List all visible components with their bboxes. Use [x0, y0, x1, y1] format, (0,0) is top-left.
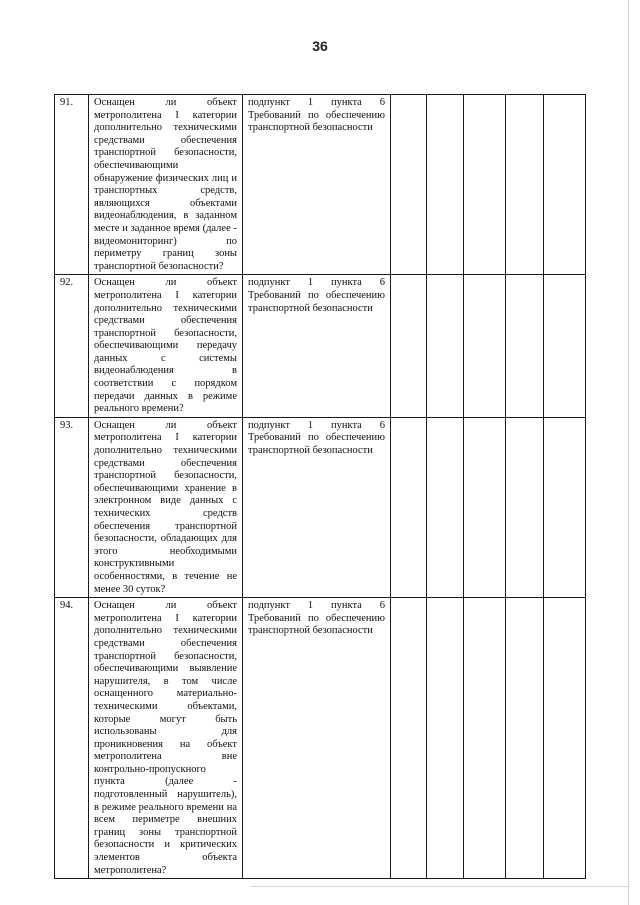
answer-cell-not-applicable[interactable] — [464, 598, 506, 879]
answer-cell-not-applicable[interactable] — [464, 417, 506, 597]
answer-cell-extra[interactable] — [506, 95, 544, 275]
answer-cell-no[interactable] — [427, 417, 464, 597]
question-text: Оснащен ли объект метрополитена I категории дополнительно техническими средствами обеспечения транспортной безопасности, обеспечивающими передачу данных с системы видеонаблюдения в соответствии с порядком передачи данных в режиме реального времени? — [89, 275, 243, 418]
row-number: 92. — [55, 275, 89, 418]
answer-cell-yes[interactable] — [391, 275, 427, 418]
notes-cell[interactable] — [544, 275, 586, 418]
answer-cell-yes[interactable] — [391, 95, 427, 275]
table-row — [55, 275, 586, 418]
row-number: 94. — [55, 598, 89, 879]
legal-reference: подпункт 1 пункта 6 Требований по обеспечению транспортной безопасности — [243, 417, 391, 597]
answer-cell-yes[interactable] — [391, 417, 427, 597]
question-text: Оснащен ли объект метрополитена I категории дополнительно техническими средствами обеспечения транспортной безопасности, обеспечивающими обнаружение физических лиц и транспортных средств, являющихся объектами видеонаблюдения, в заданном месте и заданное время (далее - видеомониторинг) по периметру границ зоны транспортной безопасности? — [89, 95, 243, 275]
notes-cell[interactable] — [544, 417, 586, 597]
answer-cell-extra[interactable] — [506, 598, 544, 879]
checklist-table — [54, 94, 586, 879]
table-row — [55, 417, 586, 597]
answer-cell-no[interactable] — [427, 598, 464, 879]
answer-cell-no[interactable] — [427, 95, 464, 275]
legal-reference: подпункт 1 пункта 6 Требований по обеспечению транспортной безопасности — [243, 598, 391, 879]
notes-cell[interactable] — [544, 95, 586, 275]
legal-reference: подпункт 1 пункта 6 Требований по обеспечению транспортной безопасности — [243, 275, 391, 418]
table-row — [55, 598, 586, 879]
answer-cell-yes[interactable] — [391, 598, 427, 879]
page-bottom-edge — [250, 886, 630, 887]
answer-cell-not-applicable[interactable] — [464, 275, 506, 418]
answer-cell-extra[interactable] — [506, 275, 544, 418]
page-number: 36 — [312, 38, 328, 54]
page-right-edge — [628, 0, 629, 905]
row-number: 93. — [55, 417, 89, 597]
question-text: Оснащен ли объект метрополитена I категории дополнительно техническими средствами обеспечения транспортной безопасности, обеспечивающими выявление нарушителя, в том числе оснащенного материально-техническими объектами, которые могут быть использованы для проникновения на объект метрополитена вне контрольно-пропускного пункта (далее - подготовленный нарушитель), в режиме реального времени на всем периметре внешних границ зоны транспортной безопасности и критических элементов объекта метрополитена? — [89, 598, 243, 879]
question-text: Оснащен ли объект метрополитена I категории дополнительно техническими средствами обеспечения транспортной безопасности, обеспечивающими хранение в электронном виде данных с технических средств обеспечения транспортной безопасности, обладающих для этого необходимыми конструктивными особенностями, в течение не менее 30 суток? — [89, 417, 243, 597]
answer-cell-extra[interactable] — [506, 417, 544, 597]
table-row — [55, 95, 586, 275]
legal-reference: подпункт 1 пункта 6 Требований по обеспечению транспортной безопасности — [243, 95, 391, 275]
row-number: 91. — [55, 95, 89, 275]
notes-cell[interactable] — [544, 598, 586, 879]
answer-cell-no[interactable] — [427, 275, 464, 418]
answer-cell-not-applicable[interactable] — [464, 95, 506, 275]
